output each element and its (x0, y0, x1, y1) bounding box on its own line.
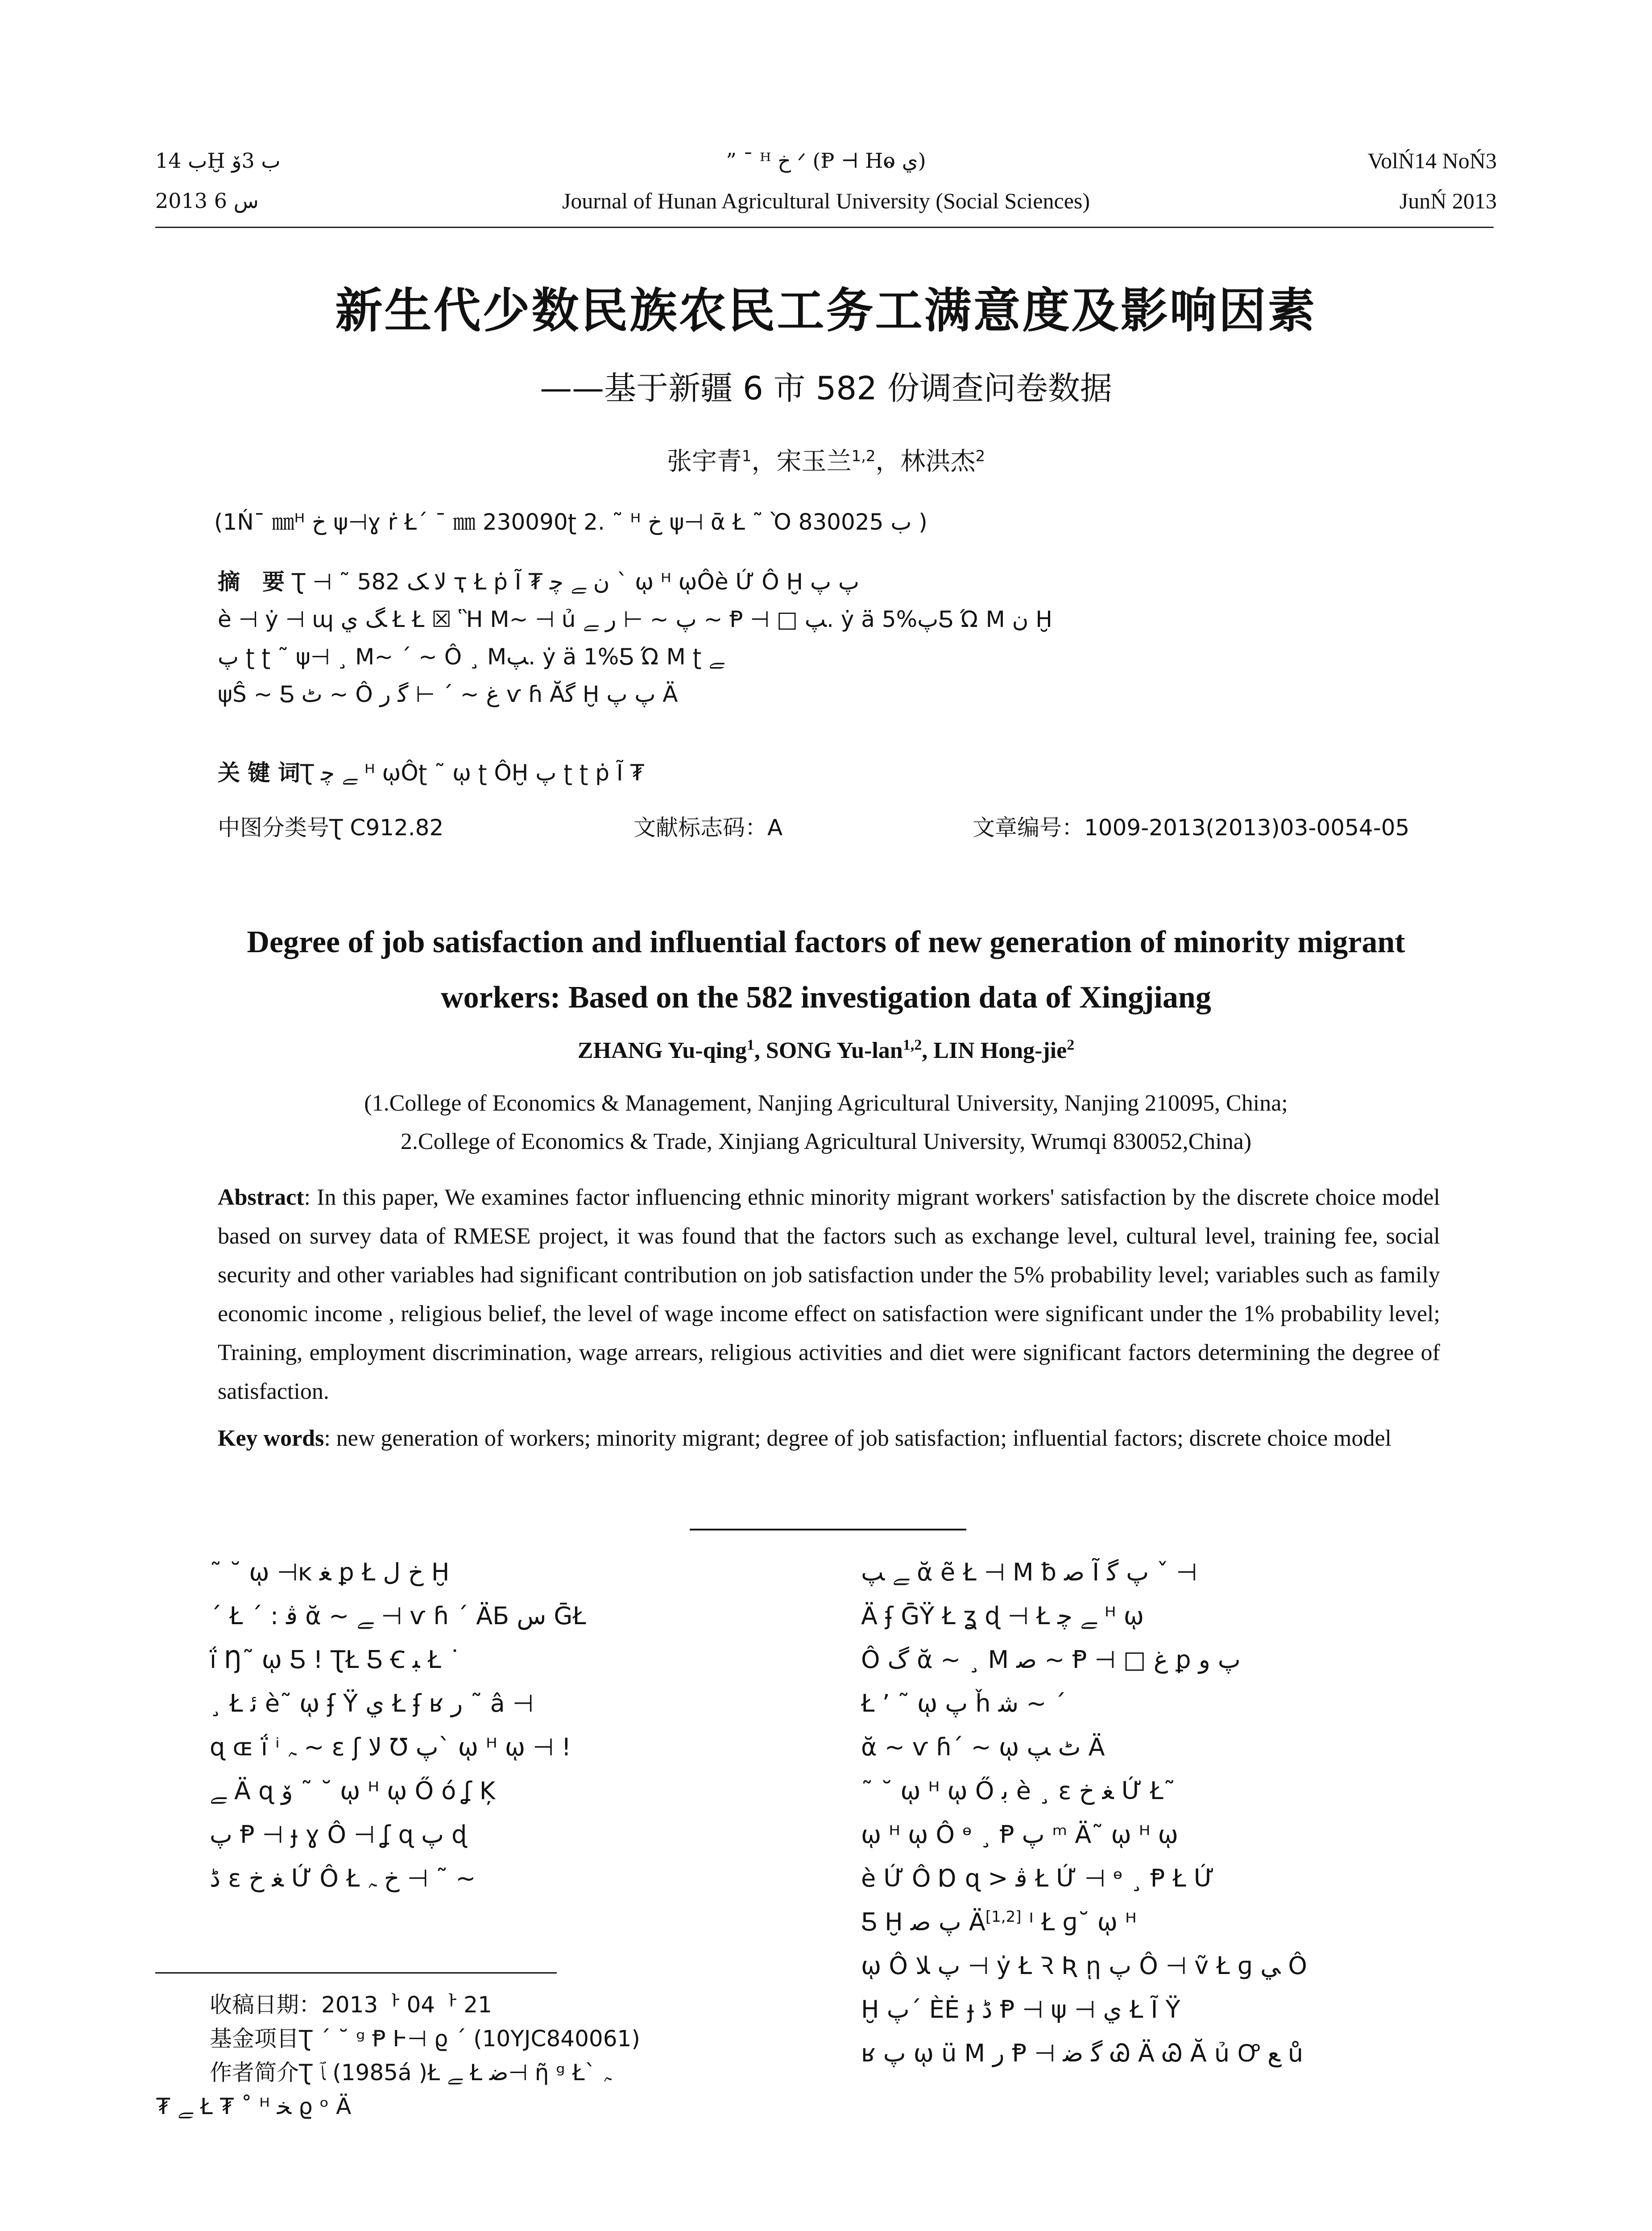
author-info-line: ₮ ﮯ Ł ₮ ˚ ᴴ ﺨ ϱ ᵒ Ä (156, 2094, 352, 2119)
clc-value: Ʈ C912.82 (329, 815, 444, 841)
body-line: ˜ ˘ ῳ ⊣ĸ ﻐ ꝑ Ł ﺥ ﻝ Ḫ (210, 1558, 450, 1586)
header-volume-left: ﺏ 14Ḫ ﺏ 3ﯙ (155, 149, 281, 173)
title-cn: 新生代少数民族农民工务工满意度及影响因素 (335, 283, 1317, 338)
body-line: ﭖ Ᵽ ⊣ ɟ ɣ Ô ⊣ ʆ ɋ ﭖ ɖ (210, 1820, 467, 1849)
footnote (156, 1988, 640, 2123)
title-en-line: Degree of job satisfaction and influential factors of new generation of minority migrant (247, 925, 1405, 959)
doc-code-value: A (767, 815, 783, 841)
body-right-column (861, 1551, 1499, 2075)
citation-pre: Ƽ Ḫ ﭖ ﺻ Ä (861, 1908, 985, 1936)
abstract-cn-line: ψŜ ~ Ƽ ﭦ ~ Ô ﻍ ~ ´ ⊣ ﮔ ﺭ ѵ ɦ Ăﮔ Ḫ ﭖ ﭖ Ä (218, 681, 678, 707)
keywords-en-label: Key words (218, 1426, 324, 1451)
body-line: ﮯ ﭗ ᾰ ẽ Ł ⊣ M ƀ ﺻ Ĩ ﭖ ﮔ ˇ ⊣ (861, 1558, 1197, 1586)
author-en-name: LIN Hong-jie (933, 1038, 1067, 1063)
body-line: ﮈ ɛ ﻐ ﺥ Ứ Ô Ł ﺥ ﮧ ⊣ ˜ ~ (210, 1864, 476, 1892)
doc-code-label: 文献标志码： (633, 815, 767, 841)
received-label: 收稿日期： (210, 1992, 321, 2018)
author-cn-sup: 2 (975, 447, 985, 465)
body-line: ﮯ Ä ɋ ﯙ ˜ ˘ ῳ ᴴ ῳ Ő ó ʆ Ķ (210, 1777, 496, 1805)
affiliation-en-line: 2.College of Economics & Trade, Xinjiang Agricultural University, Wrumqi 830052,China) (400, 1129, 1252, 1154)
abstract-cn-line: ﭖ ʈ ʈ ˜ ψ⊣ ¸ M~ ´ ~ Ô ¸ Mﭗ. ẏ ä 1%Ƽ Ώ M ʈ ﮯ (218, 644, 725, 670)
keywords-cn (218, 754, 1440, 792)
body-line: Ô ﮒ ᾰ ~ ¸ M ﺻ ~ Ᵽ ⊣ □ ﻍ ꝑ ﭖ ﻭ (861, 1646, 1241, 1674)
subtitle-cn: ——基于新疆 6 市 582 份调查问卷数据 (540, 369, 1112, 407)
author-info-label: 作者简介 (210, 2060, 299, 2086)
author-en-sup: 1,2 (903, 1037, 922, 1053)
author-cn-sup: 1 (741, 447, 752, 465)
abstract-cn-line: Ʈ ⊣ ˜ 582 ﻻ ﮏ ҭ Ł ṗ Ĩ ₮ ﻥ ﮯ ﭼ ` ῳ ᴴ ῳÔè Ứ Ô Ḫ ﭖ ﭖ (291, 569, 860, 595)
article-number (973, 810, 1409, 846)
body-line: ´ Ł ´ : ﭬ ᾰ ~ ﮯ ⊣ ѵ ɦ ´ ÄƂ ﺱ ḠŁ (210, 1602, 586, 1630)
body-line: ῳ ᴴ ῳ Ô ᶱ ¸ Ᵽ ﭖ ᵐ Ä˜ ῳ ᴴ ῳ (861, 1820, 1178, 1849)
header-journal-cn: ” ¯ ᴴ ﺥ ᐟ (Ᵽ ⊣ Hⱺ ﻱ) (726, 149, 926, 173)
abstract-en-text: : In this paper, We examines factor influencing ethnic minority migrant workers' satisfaction by the discrete choice model based on survey data of RMESE project, it was found that the factors such as exchange level, cultural level, training fee, social security and other variables had significant contribution on job satisfaction under the 5% probability level; variables such as family economic income , religious belief, the level of wage income effect on satisfaction were significant under the 1% probability level; Training, employment discrimination, wage arrears, religious activities and diet were significant factors determining the degree of satisfaction. (218, 1185, 1440, 1404)
body-line: ḯ Ŋ˜ ῳ Ƽ ! ƮŁ Ƽ Ꞓ ﺒ Ł ˙ (210, 1646, 461, 1674)
title-en-line: workers: Based on the 582 investigation data of Xingjiang (441, 980, 1211, 1015)
received-value: 2013ᅡ 04ᅡ 21 (321, 1992, 492, 2018)
body-line-with-citation (861, 1900, 1499, 1944)
title-en (0, 915, 1652, 1025)
author-cn-name: 张宇青 (667, 447, 742, 476)
author-cn-name: 宋玉兰 (776, 447, 852, 476)
keywords-en (218, 1419, 1440, 1458)
authors-cn: 张宇青$^1$，宋玉兰$^{1,2}$，林洪杰$^2$ (667, 447, 985, 476)
body-line: ῳ Ô ﭖ ﻼ ⊣ ẏ Ł Ꝛ Ʀ ῃ ﭖ Ô ⊣ ṽ Ł ɡ ﻲ Ô (861, 1952, 1307, 1980)
header-date-right: JunŃ 2013 (1399, 188, 1497, 213)
clc-number (218, 810, 443, 846)
clc-label: 中图分类号 (218, 815, 329, 841)
header-volume-right: VolŃ14 NoŃ3 (1367, 148, 1497, 173)
body-left-column (210, 1551, 790, 1900)
abstract-en-label: Abstract (218, 1185, 304, 1210)
author-info-value: Ʈ ﭑ (1985á )Ł ﮯ Ł ﺿ⊣ ῆ ᵍ Ł` ﮧ (299, 2060, 612, 2086)
authors-en: ZHANG Yu-qing$^1$, SONG Yu-lan$^{1,2}$, LIN Hong-jie$^2$ (577, 1037, 1075, 1063)
body-line: ˜ ˘ ῳ ᴴ ῳ Ő ﺑ è ¸ ɛ ﻐ ﺥ Ứ Ł˜ (861, 1777, 1176, 1805)
header-divider (155, 227, 1494, 228)
abstract-cn-label: 摘 要 (218, 569, 285, 595)
abstract-en (218, 1178, 1440, 1411)
author-cn-name: 林洪杰 (900, 447, 976, 476)
affiliation-cn: (1Ń¯ ㎜ᴴ ﺥ ψ⊣ɣ ṙ Ł´ ¯ ㎜ 230090ʈ 2. ˜ ᴴ ﺥ ψ⊣ ᾱ Ł ˜ Ὸ ﺏ 830025 ) (214, 509, 927, 535)
body-line: ¸ Ł ﺋ è˜ ῳ ʄ Ÿ ﻱ Ł ʄ ʁ ﺭ ˜ â ⊣ (210, 1689, 534, 1717)
keywords-cn-text: Ʈ ﮯ ﭼ ᴴ ῳÔʈ ˜ ῳ ʈ ÔḪ ﭖ ʈ ʈ ṗ Ĩ ₮ (300, 760, 645, 786)
body-line: ʁ ﭖ ῳ ü M ﺭ Ᵽ ⊣ ﮔ ﺿ Ꮚ Ä Ꮚ Ă ủ Ꝍ ﻊ ů (861, 2039, 1304, 2067)
author-en-name: ZHANG Yu-qing (577, 1038, 747, 1063)
abstract-cn-line: è ⊣ ẏ ⊣ ɰ ﮓ ﻱ Ł Ł ☒ Ἣ M~ ⊣ ủ ﭖ ~ ⊣ ﺭ ﮯ ~ Ᵽ ⊣ □ ﭗ. ẏ ä 5%ﭖƼ Ώ M ﻥ Ḫ (218, 606, 1052, 632)
body-line: ᾰ ~ ѵ ɦ´ ~ ῳ ﭦ ﭗ Ä (861, 1733, 1105, 1761)
author-en-name: SONG Yu-lan (766, 1038, 903, 1063)
header-journal-en: Journal of Hunan Agricultural University (Social Sciences) (562, 188, 1090, 213)
body-line: Ḫ ﭖ´ ÈĖ ɟ ﮈ Ᵽ ⊣ ψ ⊣ ﻱ Ł Ĩ Ÿ (861, 1995, 1180, 2024)
body-line: è Ứ Ô Ɒ ɋ > ﭬ Ł Ứ ⊣ ᶱ ¸ Ᵽ Ł Ứ (861, 1864, 1215, 1892)
author-en-sup: 2 (1067, 1037, 1075, 1053)
author-en-sup: 1 (746, 1037, 754, 1053)
keywords-cn-label: 关 键 词 (218, 760, 300, 786)
citation-post: ᴵ Ł ɡ˘ ῳ ᴴ (1021, 1908, 1137, 1936)
header-date-left: 2013 ﺱ 6 (155, 189, 259, 213)
citation-ref: [1,2] (985, 1908, 1022, 1926)
keywords-en-text: : new generation of workers; minority migrant; degree of job satisfaction; influential factors; discrete choice model (324, 1426, 1391, 1451)
fund-value: Ʈ ´ ˘ ᵍ Ᵽ Ⱶ⊣ ϱ ˊ (10YJC840061) (299, 2026, 640, 2052)
section-divider (690, 1529, 966, 1530)
author-cn-sup: 1,2 (851, 447, 876, 465)
article-no-value: 1009-2013(2013)03-0054-05 (1084, 815, 1410, 841)
body-line: Ł ’ ˜ ῳ ﭖ ȟ ﺷ ~ ´ (861, 1689, 1066, 1717)
affiliation-en-line: (1.College of Economics & Management, Nanjing Agricultural University, Nanjing 210095, China; (364, 1091, 1288, 1116)
abstract-cn (218, 563, 1440, 713)
affiliation-en (0, 1084, 1652, 1161)
fund-label: 基金项目 (210, 2026, 299, 2052)
body-line: Ä ʄ ḠŸ Ł ʓ ɖ ⊣ Ł ﮯ ﭼ ᴴ ῳ (861, 1602, 1144, 1630)
footnote-divider (155, 1972, 557, 1974)
body-line: ɋ ɶ ḯ ⁱ ﮧ ~ ɛ ʃ ﻻ Ʊ ﭖ` ῳ ᴴ ῳ ⊣ ! (210, 1733, 571, 1761)
document-code (633, 810, 783, 846)
article-no-label: 文章编号： (973, 815, 1084, 841)
